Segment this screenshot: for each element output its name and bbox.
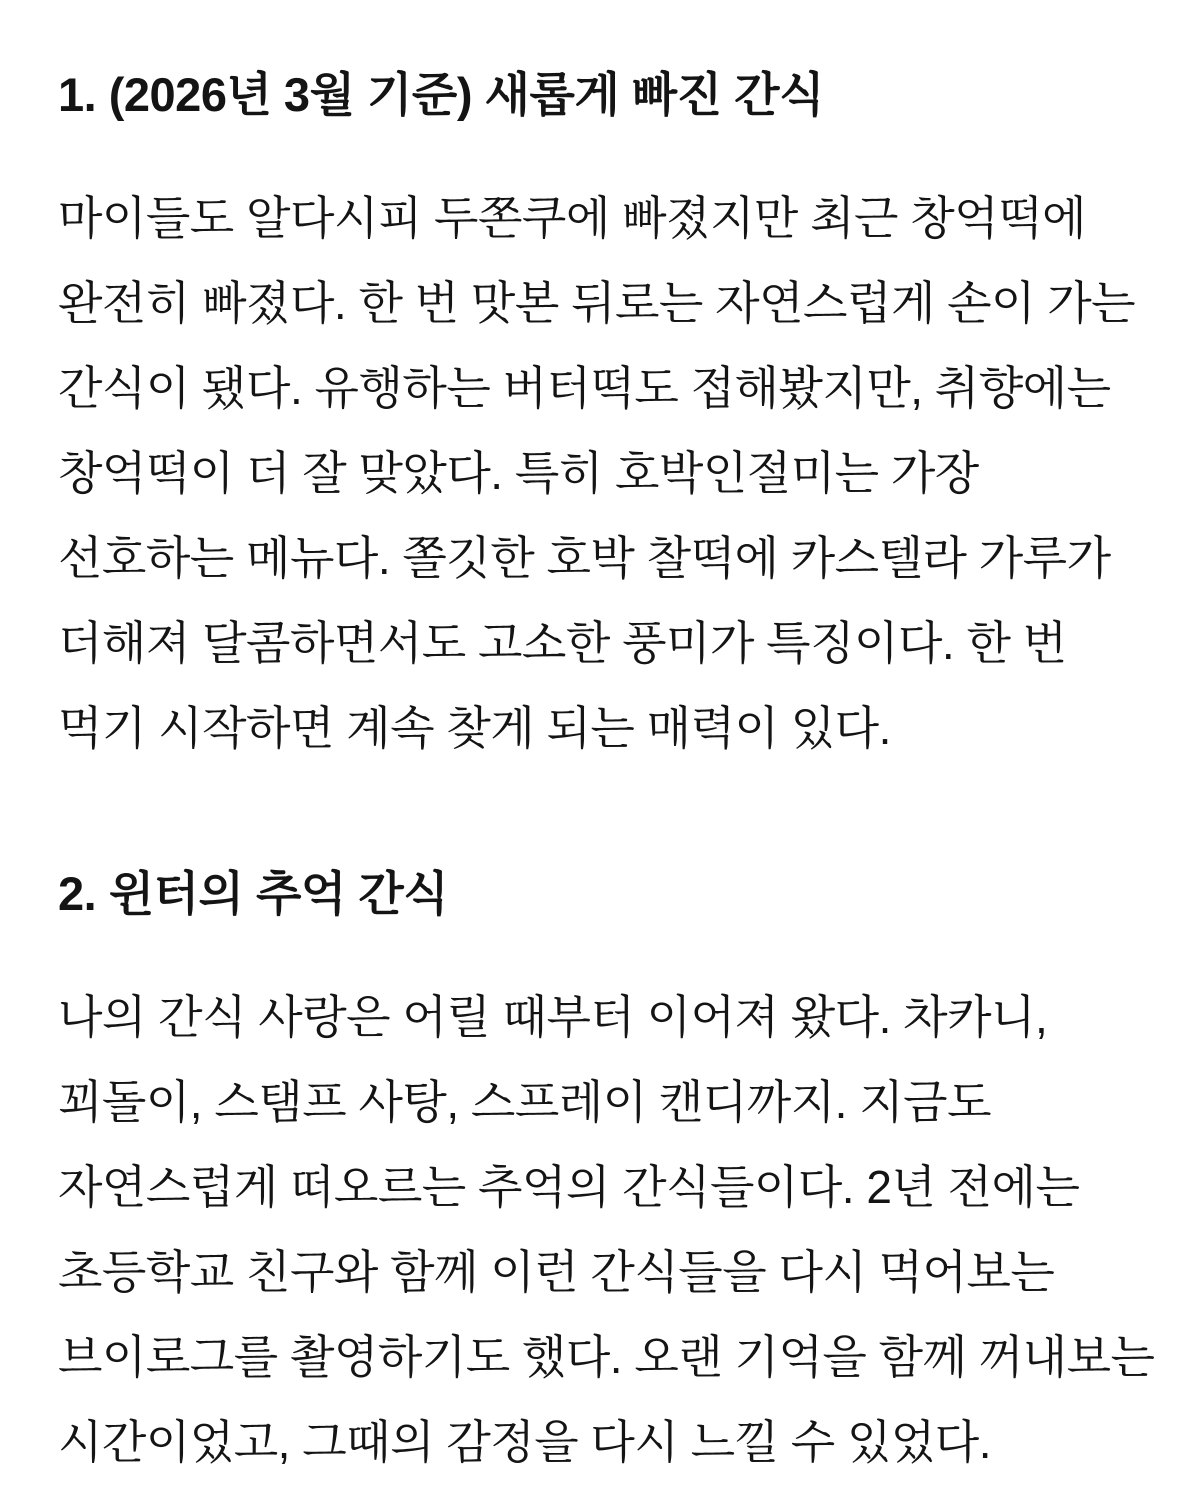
body-line: 선호하는 메뉴다. 쫄깃한 호박 찰떡에 카스텔라 가루가 xyxy=(58,532,1111,584)
section-new-snacks xyxy=(58,52,1136,771)
body-line: 시간이었고, 그때의 감정을 다시 느낄 수 있었다. xyxy=(58,1416,992,1468)
body-line: 자연스럽게 떠오르는 추억의 간식들이다. 2년 전에는 xyxy=(58,1161,1080,1213)
section-2-paragraph xyxy=(58,975,1155,1485)
body-line: 브이로그를 촬영하기도 했다. 오랜 기억을 함께 꺼내보는 xyxy=(58,1331,1155,1383)
body-line: 먹기 시작하면 계속 찾게 되는 매력이 있다. xyxy=(58,702,891,754)
body-line: 더해져 달콤하면서도 고소한 풍미가 특징이다. 한 번 xyxy=(58,617,1067,669)
body-line: 초등학교 친구와 함께 이런 간식들을 다시 먹어보는 xyxy=(58,1246,1055,1298)
section-1-paragraph xyxy=(58,176,1136,771)
body-line: 마이들도 알다시피 두쫀쿠에 빠졌지만 최근 창억떡에 xyxy=(58,192,1086,244)
body-line: 완전히 빠졌다. 한 번 맛본 뒤로는 자연스럽게 손이 가는 xyxy=(58,277,1136,329)
section-2-heading: 2. 윈터의 추억 간식 xyxy=(58,867,449,920)
body-line: 창억떡이 더 잘 맞았다. 특히 호박인절미는 가장 xyxy=(58,447,979,499)
body-line: 간식이 됐다. 유행하는 버터떡도 접해봤지만, 취향에는 xyxy=(58,362,1111,414)
body-line: 꾀돌이, 스탬프 사탕, 스프레이 캔디까지. 지금도 xyxy=(58,1076,992,1128)
section-1-heading: 1. (2026년 3월 기준) 새롭게 빠진 간식 xyxy=(58,68,824,121)
body-line: 나의 간식 사랑은 어릴 때부터 이어져 왔다. 차카니, xyxy=(58,991,1048,1043)
